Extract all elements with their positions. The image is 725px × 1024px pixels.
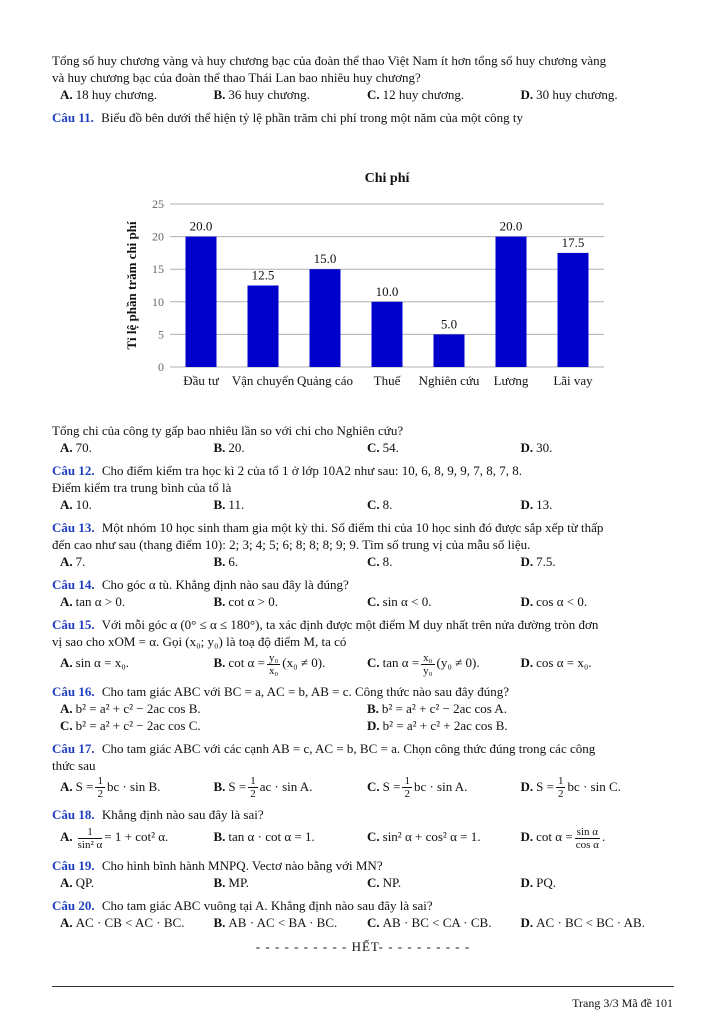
fraction-numerator: 1 <box>78 826 103 839</box>
question-text: Với mỗi góc α (0° ≤ α ≤ 180°), ta xác định được một điểm M duy nhất trên nửa đường tròn đơn <box>101 617 599 632</box>
bar <box>496 237 527 367</box>
option-a: tan α > 0. <box>75 594 126 609</box>
option-letter-b: B. <box>213 594 226 609</box>
area-symbol: S = <box>382 778 401 794</box>
x-tick-label: Lãi vay <box>553 373 593 388</box>
question-text-2: đến cao như sau (thang điểm 10): 2; 3; 4; 5; 6; 8; 8; 8; 9; 9. Tìm số trung vị của mẫu số liệu. <box>52 537 531 552</box>
option-b-condition: (x₀ ≠ 0). <box>282 655 326 670</box>
q12-options <box>60 496 674 513</box>
question-text: Biểu đồ bên dưới thể hiện tỷ lệ phần trăm chi phí trong một năm của một công ty <box>101 110 524 125</box>
option-letter-b: B. <box>213 497 226 512</box>
option-a: sin α = x₀. <box>75 655 129 671</box>
end-marker: - - - - - - - - - - HẾT- - - - - - - - - - <box>255 939 471 955</box>
fraction-half <box>248 775 258 800</box>
fraction-numerator: x₀ <box>423 651 433 664</box>
x-tick-label: Nghiên cứu <box>418 373 480 388</box>
question-text: Cho tam giác ABC với các cạnh AB = c, AC = b, BC = a. Chọn công thức đúng trong các công <box>101 740 596 756</box>
option-letter-d: D. <box>520 829 534 845</box>
x-tick-label: Đầu tư <box>183 373 219 388</box>
question-number: Câu 14. <box>52 577 95 592</box>
question-number: Câu 15. <box>52 617 95 632</box>
q11-options <box>60 439 674 456</box>
fraction-numerator: 1 <box>97 775 103 788</box>
option-d: AC · BC < BC · AB. <box>536 915 645 931</box>
option-letter-b: B. <box>213 915 226 931</box>
option-letter-a: A. <box>60 594 73 609</box>
option-c: bc · sin A. <box>413 778 468 794</box>
intro-options <box>60 86 674 103</box>
option-letter-d: D. <box>520 915 534 931</box>
question-number: Câu 20. <box>52 898 95 914</box>
option-c: 8. <box>382 554 393 569</box>
question-14 <box>52 576 674 593</box>
option-letter-c: C. <box>367 554 380 569</box>
option-a: 10. <box>75 497 92 512</box>
option-letter-a: A. <box>60 554 73 569</box>
option-letter-d: D. <box>520 554 534 569</box>
option-b: b² = a² + c² − 2ac cos A. <box>381 700 507 716</box>
option-c: 8. <box>382 497 393 512</box>
option-b-lhs: cot α = <box>228 655 265 670</box>
option-letter-a: A. <box>60 440 73 455</box>
fraction-half <box>402 775 412 800</box>
data-label: 15.0 <box>313 251 337 267</box>
fraction-numerator: sin α <box>576 825 599 838</box>
option-letter-d: D. <box>520 87 534 102</box>
q18-options: A. $\frac{1}{\text{sin² α}}$ = 1 + cot² α. B. tan α · cot α = 1. C. sin² α + cos² α = 1. D. cot α = $\frac{\text{sin α}}{\text{cos α}}$ . <box>60 825 606 851</box>
expense-chart <box>52 132 674 422</box>
y-tick-label: 15 <box>152 262 164 277</box>
question-11 <box>52 109 674 126</box>
option-a: AC · CB < AC · BC. <box>75 915 185 931</box>
data-label: 20.0 <box>499 218 523 234</box>
question-16 <box>52 683 674 700</box>
q20-options <box>60 914 674 931</box>
question-number: Câu 17. <box>52 740 95 756</box>
fraction-numerator: 1 <box>404 775 410 788</box>
option-d: 13. <box>536 497 553 512</box>
question-number: Câu 12. <box>52 463 95 478</box>
fraction-denominator: 2 <box>97 788 103 801</box>
fraction <box>575 826 600 851</box>
q17-options <box>60 774 674 801</box>
question-text: Cho tam giác ABC vuông tại A. Khẳng định nào sau đây là sai? <box>101 898 433 914</box>
area-symbol: S = <box>228 778 247 794</box>
option-letter-d: D. <box>520 875 534 891</box>
option-b: AB · AC < BA · BC. <box>228 915 338 931</box>
option-a: = 1 + cot² α. <box>104 829 169 845</box>
option-letter-a: A. <box>60 87 73 102</box>
fraction-denominator: x₀ <box>268 664 279 677</box>
option-d: cos α < 0. <box>536 594 588 609</box>
fraction-denominator: sin² α <box>77 838 103 851</box>
q19-options <box>60 874 674 891</box>
x-tick-label: Thuế <box>373 373 401 388</box>
fraction-numerator: 1 <box>557 775 564 788</box>
option-letter-d: D. <box>367 717 380 733</box>
option-a: b² = a² + c² − 2ac cos B. <box>75 700 201 716</box>
option-a: bc · sin B. <box>106 778 161 794</box>
option-b: 11. <box>228 497 245 512</box>
option-c: 12 huy chương. <box>382 87 465 102</box>
option-d: PQ. <box>536 875 557 891</box>
option-letter-c: C. <box>367 497 380 512</box>
option-c: sin² α + cos² α = 1. <box>382 829 481 845</box>
option-letter-a: A. <box>60 497 73 512</box>
option-d-lhs: cot α = <box>536 829 573 845</box>
option-letter-b: B. <box>213 655 226 670</box>
option-c: AB · BC < CA · CB. <box>382 915 492 931</box>
question-number: Câu 16. <box>52 683 95 699</box>
option-letter-b: B. <box>213 87 226 102</box>
data-label: 17.5 <box>561 234 585 250</box>
option-d: bc · sin C. <box>567 778 621 794</box>
fraction-numerator: 1 <box>250 775 256 788</box>
question-text: Cho góc α tù. Khẳng định nào sau đây là đúng? <box>101 577 349 592</box>
bar <box>372 302 403 367</box>
option-b: tan α · cot α = 1. <box>228 829 315 845</box>
option-letter-d: D. <box>520 778 534 794</box>
option-letter-c: C. <box>60 717 73 733</box>
question-text: Khẳng định nào sau đây là sai? <box>101 807 264 823</box>
option-letter-b: B. <box>213 554 226 569</box>
option-letter-a: A. <box>60 875 73 891</box>
question-13 <box>52 519 674 536</box>
option-letter-c: C. <box>367 440 380 455</box>
y-tick-label: 5 <box>158 327 164 342</box>
option-letter-c: C. <box>367 594 380 609</box>
option-letter-d: D. <box>520 440 534 455</box>
data-label: 10.0 <box>375 283 399 299</box>
bar <box>248 286 279 368</box>
question-18 <box>52 806 674 823</box>
question-text-2: Điểm kiểm tra trung bình của tổ là <box>52 480 232 495</box>
option-b: MP. <box>228 875 250 891</box>
question-number: Câu 19. <box>52 858 95 874</box>
option-d: 30 huy chương. <box>536 87 618 102</box>
question-text: Cho điểm kiểm tra học kì 2 của tổ 1 ở lớp 10A2 như sau: 10, 6, 8, 9, 9, 7, 8, 7, 8. <box>101 463 523 478</box>
footer-rule <box>52 986 674 987</box>
y-tick-label: 0 <box>158 360 164 374</box>
option-b: cot α > 0. <box>228 594 278 609</box>
question-17 <box>52 740 674 757</box>
question-19 <box>52 857 674 874</box>
q13-options <box>60 553 674 570</box>
data-label: 20.0 <box>189 218 213 234</box>
bar <box>558 253 589 367</box>
fraction <box>78 826 103 851</box>
option-letter-c: C. <box>367 915 380 931</box>
question-number: Câu 13. <box>52 520 95 535</box>
option-d: cos α = x₀. <box>536 655 592 671</box>
bar-chart-svg <box>52 132 674 422</box>
page-number: Trang 3/3 Mã đề 101 <box>572 996 673 1010</box>
option-letter-a: A. <box>60 915 73 931</box>
option-d: b² = a² + c² + 2ac cos B. <box>382 717 508 733</box>
data-label: 12.5 <box>251 267 275 283</box>
option-letter-d: D. <box>520 497 534 512</box>
question-15 <box>52 616 674 633</box>
intro-line-2: và huy chương bạc của đoàn thể thao Thái Lan bao nhiêu huy chương? <box>52 70 421 85</box>
question-text: Cho hình bình hành MNPQ. Vectơ nào bằng với MN? <box>101 858 383 874</box>
option-letter-c: C. <box>367 778 380 794</box>
option-c: b² = a² + c² − 2ac cos C. <box>75 717 201 733</box>
y-tick-label: 20 <box>152 229 164 244</box>
question-text-2: thức sau <box>52 757 96 773</box>
y-axis-label: Tỉ lệ phần trăm chi phí <box>124 221 139 350</box>
fraction-denominator: 2 <box>404 788 410 801</box>
option-letter-b: B. <box>213 875 226 891</box>
bar <box>186 237 217 367</box>
fraction-denominator: cos α <box>575 838 599 851</box>
fraction-denominator: 2 <box>250 788 256 801</box>
option-d: 30. <box>536 440 553 455</box>
option-letter-b: B. <box>213 829 226 845</box>
option-letter-b: B. <box>367 700 379 716</box>
intro-line-1: Tổng số huy chương vàng và huy chương bạc của đoàn thể thao Việt Nam ít hơn tổng số huy chương vàng <box>52 53 607 68</box>
option-letter-b: B. <box>213 440 226 455</box>
question-number: Câu 11. <box>52 110 94 125</box>
bar <box>310 269 341 367</box>
option-b: 36 huy chương. <box>228 87 310 102</box>
option-letter-a: A. <box>60 700 73 716</box>
option-c-lhs: tan α = <box>382 655 420 670</box>
option-c: NP. <box>382 875 402 891</box>
fraction <box>267 652 280 677</box>
question-12 <box>52 462 674 479</box>
data-label: 5.0 <box>440 316 458 332</box>
option-c-condition: (y₀ ≠ 0). <box>436 655 480 670</box>
fraction-denominator: 2 <box>557 788 564 801</box>
fraction-half <box>556 775 566 800</box>
option-letter-b: B. <box>213 778 226 794</box>
option-c: sin α < 0. <box>382 594 432 609</box>
q16-options-row-2 <box>60 717 674 734</box>
option-a: 18 huy chương. <box>75 87 158 102</box>
fraction <box>421 652 434 677</box>
area-symbol: S = <box>75 778 94 794</box>
question-number: Câu 18. <box>52 807 95 823</box>
option-letter-d: D. <box>520 594 534 609</box>
option-a: 70. <box>75 440 92 455</box>
option-d: 7.5. <box>536 554 556 569</box>
fraction-denominator: y₀ <box>423 664 433 677</box>
fraction-half <box>95 775 105 800</box>
q16-options-row-1 <box>60 700 674 717</box>
x-tick-label: Quảng cáo <box>297 373 353 388</box>
option-letter-a: A. <box>60 778 73 794</box>
y-tick-label: 25 <box>152 197 164 211</box>
option-letter-c: C. <box>367 655 380 670</box>
x-tick-label: Vận chuyển <box>231 373 295 388</box>
option-letter-c: C. <box>367 875 380 891</box>
y-tick-label: 10 <box>152 294 164 309</box>
q14-options <box>60 593 674 610</box>
question-text: Một nhóm 10 học sinh tham gia một kỳ thi. Số điểm thi của 10 học sinh đó được sắp xếp từ thấp <box>101 520 604 535</box>
exam-page <box>52 52 674 955</box>
option-letter-c: C. <box>367 87 380 102</box>
q15-options <box>60 650 674 677</box>
option-letter-c: C. <box>367 829 380 845</box>
option-b: ac · sin A. <box>259 778 313 794</box>
q11-followup: Tổng chi của công ty gấp bao nhiêu lần so với chi cho Nghiên cứu? <box>52 423 404 438</box>
x-tick-label: Lương <box>493 373 529 388</box>
option-letter-a: A. <box>60 829 73 845</box>
bar <box>434 334 465 367</box>
fraction-numerator: y₀ <box>268 651 279 664</box>
option-letter-d: D. <box>520 655 534 671</box>
question-20 <box>52 897 674 914</box>
option-c: 54. <box>382 440 399 455</box>
option-a: 7. <box>75 554 86 569</box>
option-b: 6. <box>228 554 239 569</box>
option-a: QP. <box>75 875 95 891</box>
option-letter-a: A. <box>60 655 73 671</box>
chart-title: Chi phí <box>364 171 410 186</box>
option-b: 20. <box>228 440 245 455</box>
question-text-2: vị sao cho xOM = α. Gọi (x₀; y₀) là toạ độ điểm M, ta có <box>52 634 347 649</box>
area-symbol: S = <box>536 778 554 794</box>
question-text: Cho tam giác ABC với BC = a, AC = b, AB = c. Công thức nào sau đây đúng? <box>101 683 509 699</box>
